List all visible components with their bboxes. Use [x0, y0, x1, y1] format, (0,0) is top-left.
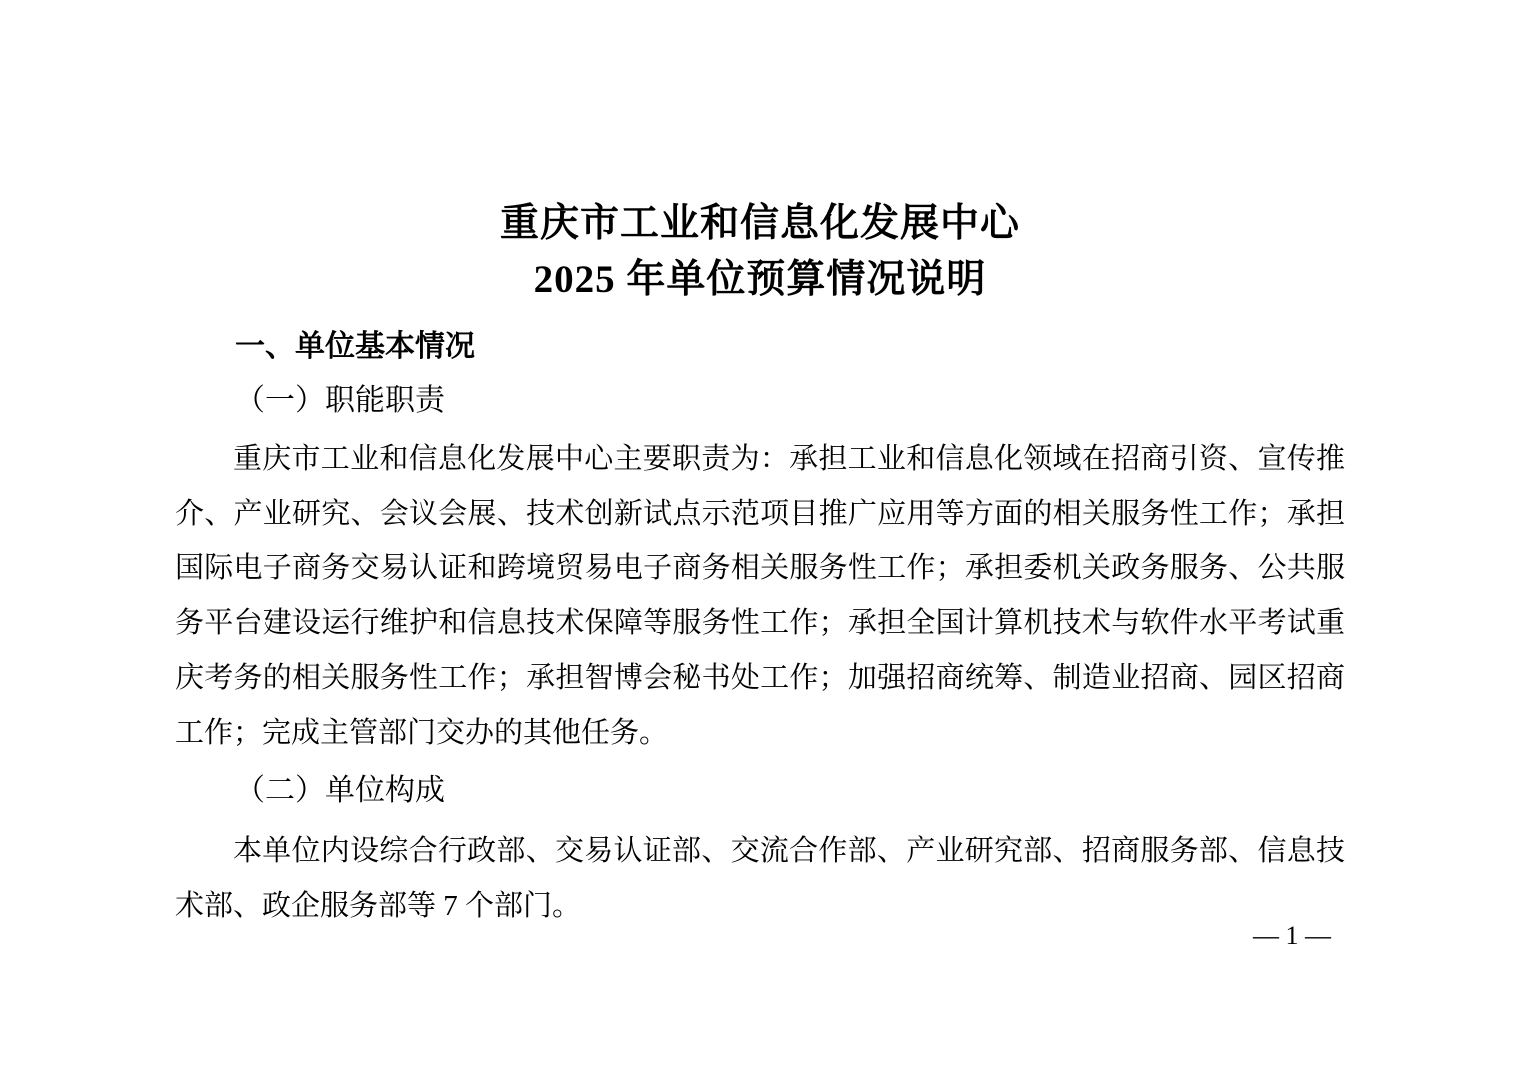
paragraph-duties: [175, 432, 1345, 760]
document-title-line-1: 重庆市工业和信息化发展中心: [499, 202, 1020, 245]
subsection-heading-duties: （一）职能职责: [235, 384, 445, 417]
paragraph-line: 工作；完成主管部门交办的其他任务。: [175, 716, 669, 749]
document-title: [175, 0, 1345, 308]
paragraph-line: 重庆市工业和信息化发展中心主要职责为：承担工业和信息化领域在招商引资、宣传推: [233, 443, 1345, 475]
paragraph-line: 介、产业研究、会议会展、技术创新试点示范项目推广应用等方面的相关服务性工作；承担: [175, 497, 1345, 530]
section-heading-basic-info: 一、单位基本情况: [235, 330, 475, 363]
page-number: — 1 —: [1253, 920, 1331, 950]
subsection-heading-composition: （二）单位构成: [235, 774, 445, 808]
paragraph-line: 国际电子商务交易认证和跨境贸易电子商务相关服务性工作；承担委机关政务服务、公共服: [175, 552, 1345, 585]
paragraph-line: 务平台建设运行维护和信息技术保障等服务性工作；承担全国计算机技术与软件水平考试重: [175, 607, 1345, 640]
document-title-line-2: 2025 年单位预算情况说明: [533, 258, 987, 301]
paragraph-line: 本单位内设综合行政部、交易认证部、交流合作部、产业研究部、招商服务部、信息技: [233, 835, 1345, 868]
paragraph-line: 术部、政企服务部等 7 个部门。: [175, 889, 582, 922]
paragraph-composition: [175, 824, 1345, 933]
paragraph-line: 庆考务的相关服务性工作；承担智博会秘书处工作；加强招商统筹、制造业招商、园区招商: [175, 661, 1345, 694]
